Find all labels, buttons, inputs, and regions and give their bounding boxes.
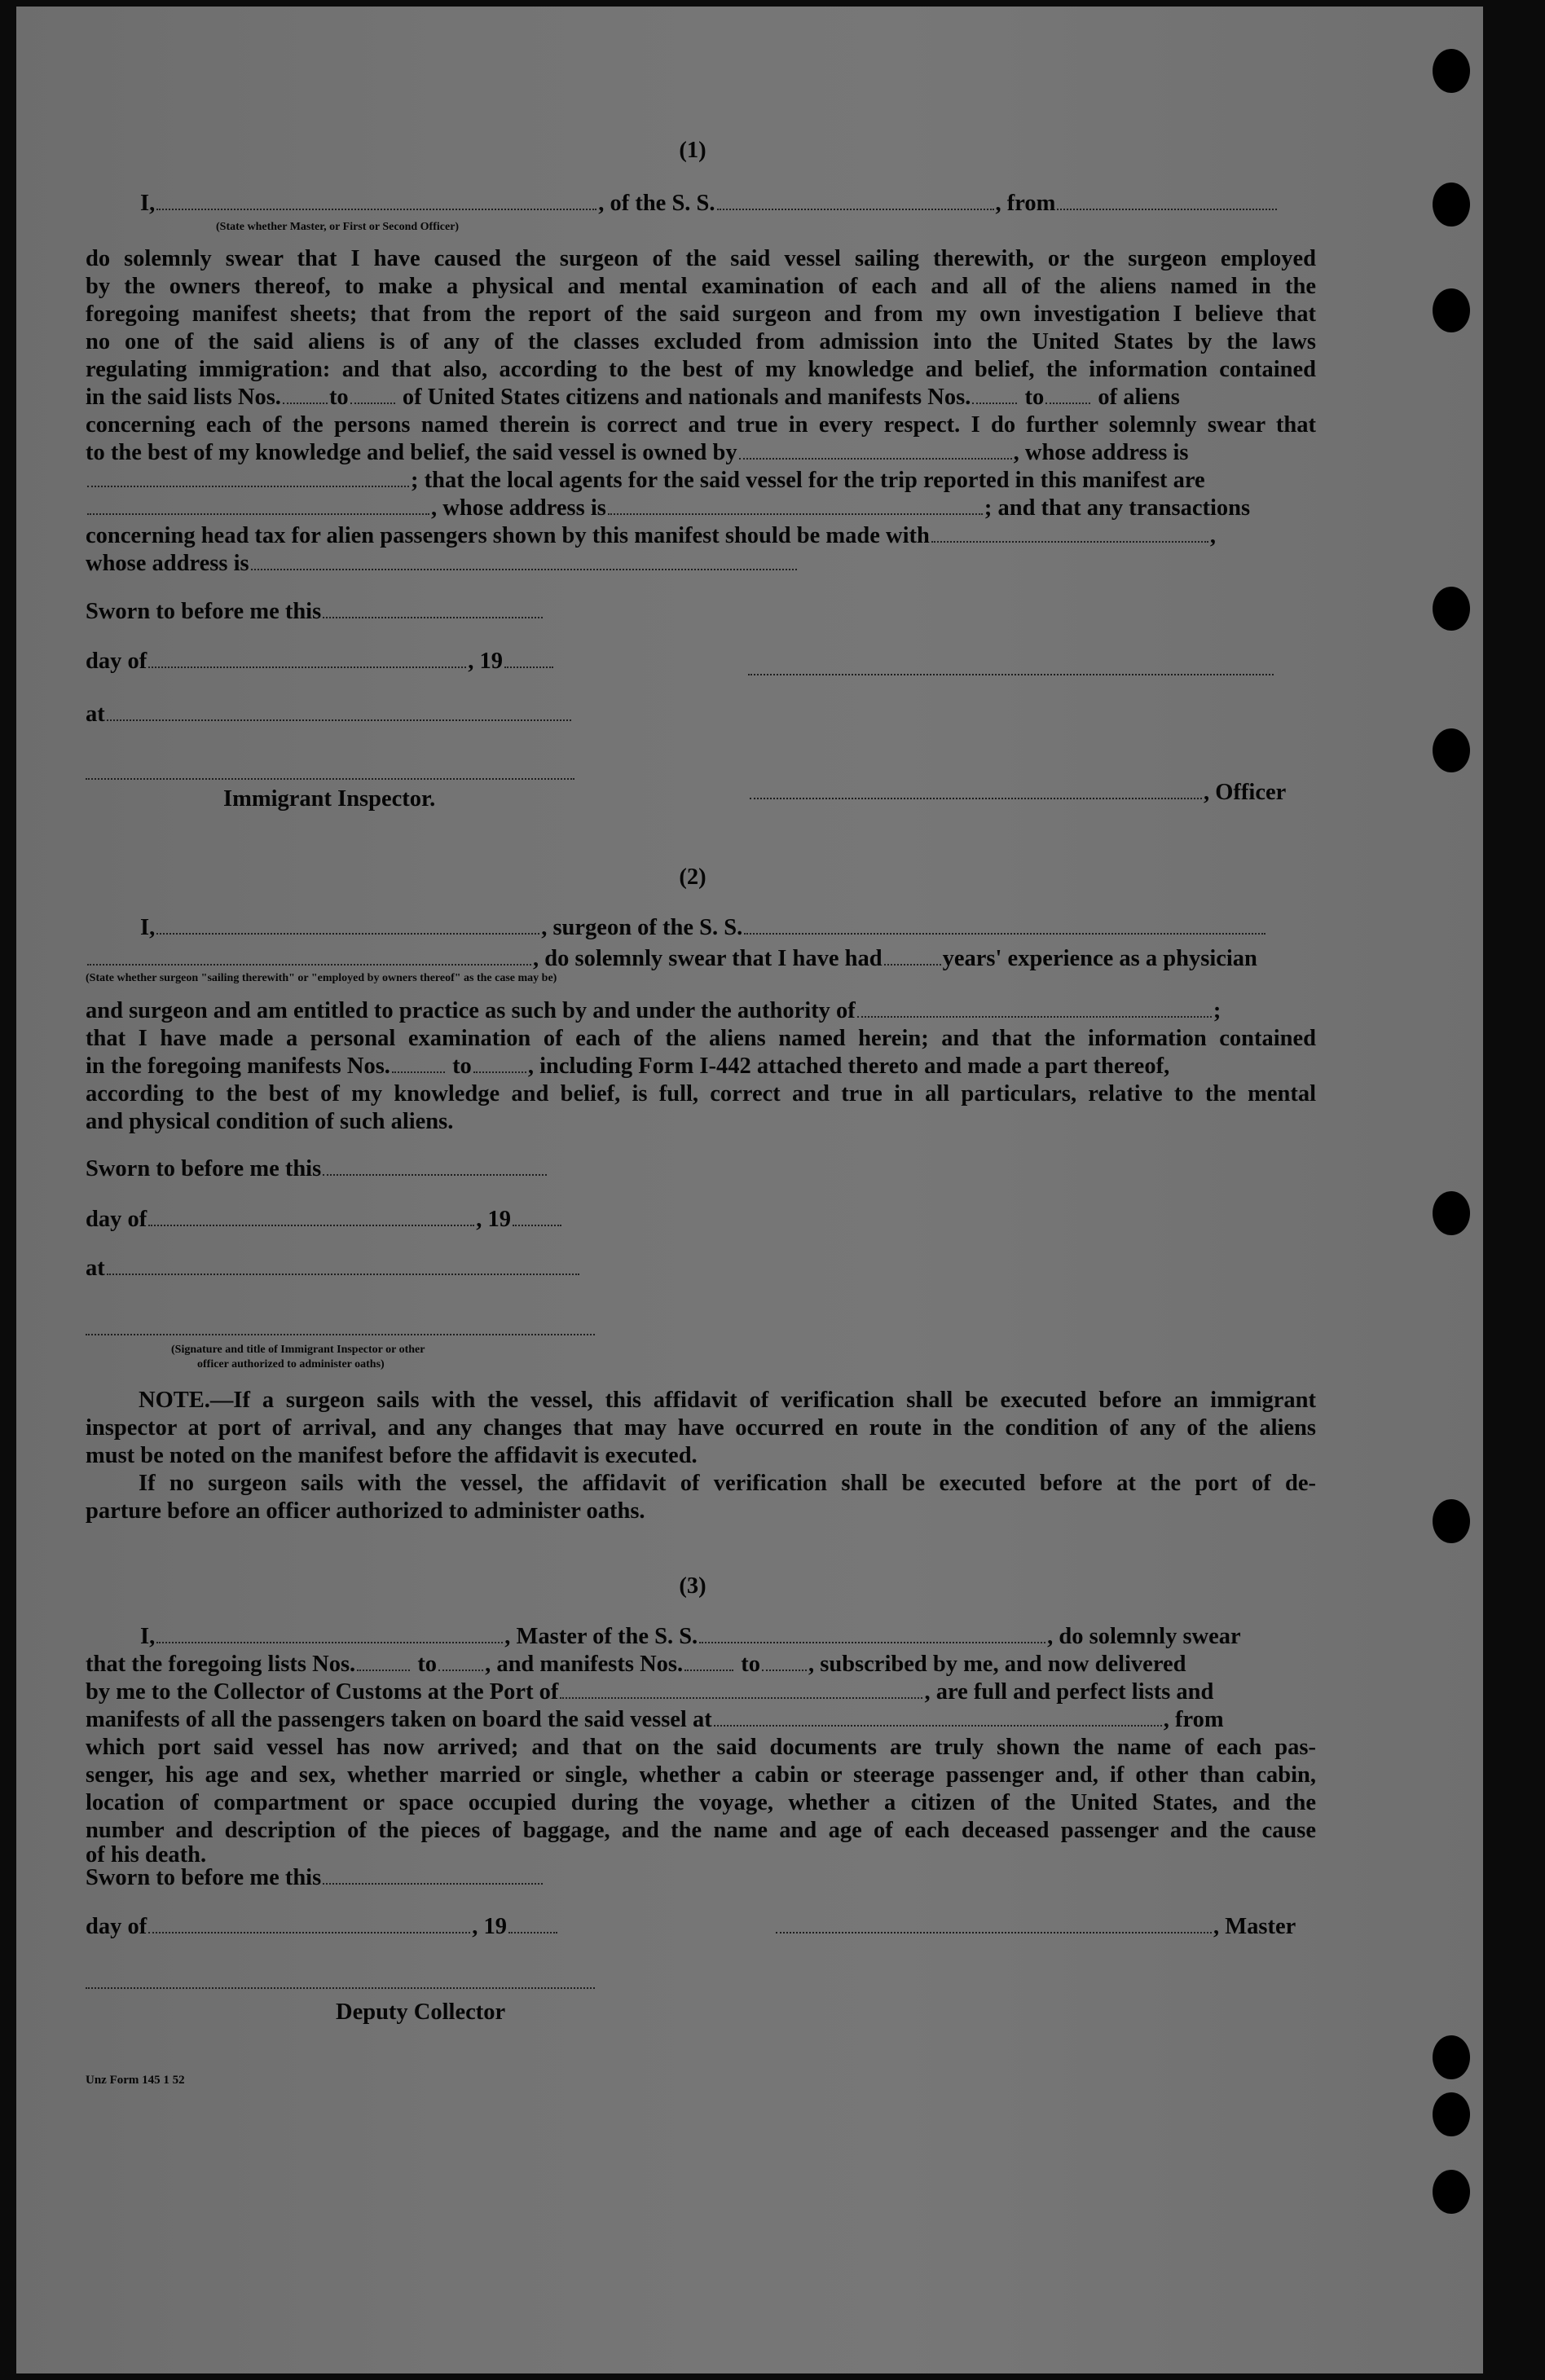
section-3-number: (3)	[679, 1573, 706, 1599]
lists-to-field[interactable]	[350, 402, 395, 404]
deputy-collector-signature-line[interactable]	[86, 1986, 595, 1989]
oath-line-5: regulating immigration: and that also, according to the best of my knowledge and belief, the information contained	[86, 357, 1316, 382]
month-field[interactable]	[148, 666, 466, 668]
day-of-line-3	[86, 1913, 559, 1941]
head-tax-address-field[interactable]	[251, 568, 797, 570]
sworn-day-field[interactable]	[323, 1173, 547, 1176]
section-3-line-7: location of compartment or space occupied during the voyage, whether a citizen of the United States, and the	[86, 1790, 1316, 1815]
aliens-label: of aliens	[1098, 385, 1180, 410]
day-of-label: day of	[86, 649, 147, 674]
section-3-line-3	[86, 1678, 1213, 1706]
oath-line-4: no one of the said aliens is of any of the classes excluded from admission into the United States by the laws	[86, 329, 1316, 354]
punch-hole	[1433, 183, 1470, 227]
section-3-line-5: which port said vessel has now arrived; and that on the said documents are truly shown the name of each pas-	[86, 1735, 1316, 1760]
lists-from-field[interactable]	[283, 402, 328, 404]
punch-hole	[1433, 49, 1470, 93]
day-of-label: day of	[86, 1914, 147, 1939]
oath-line-11	[86, 522, 1216, 550]
sworn-day-field[interactable]	[323, 616, 543, 618]
year-label: , 19	[476, 1207, 511, 1232]
section-3-line-8: number and description of the pieces of baggage, and the name and age of each deceased passenger and the cause	[86, 1818, 1316, 1843]
section-2-line-3	[86, 997, 1221, 1025]
master-signature-line	[774, 1913, 1296, 1941]
section-2-line-6: according to the best of my knowledge and belief, is full, correct and true in all particulars, relative to the mental	[86, 1081, 1316, 1106]
oath-line-12	[86, 550, 799, 578]
port-field[interactable]	[560, 1696, 922, 1699]
note-line-4: If no surgeon sails with the vessel, the affidavit of verification shall be executed before at the port of de-	[139, 1471, 1316, 1496]
oath-line-10	[86, 495, 1250, 522]
sworn-label: Sworn to before me this	[86, 1865, 322, 1890]
manifests-from-field[interactable]	[684, 1669, 733, 1671]
to-label: to	[741, 1652, 761, 1677]
manifests-nos-label: in the foregoing manifests Nos.	[86, 1054, 390, 1079]
sworn-line-2	[86, 1155, 548, 1183]
at-line-1	[86, 701, 573, 728]
owner-address-label: , whose address is	[1013, 440, 1189, 465]
at-line-2	[86, 1255, 581, 1282]
sworn-day-field[interactable]	[323, 1882, 543, 1885]
surgeon-of-label: , surgeon of the S. S.	[541, 915, 743, 940]
manifests-from-field[interactable]	[392, 1071, 445, 1073]
day-of-label: day of	[86, 1207, 147, 1232]
lists-from-field[interactable]	[357, 1669, 410, 1671]
section-2-opening-line	[140, 914, 1267, 942]
inspector-signature-line[interactable]	[86, 777, 574, 780]
at-label: at	[86, 702, 105, 727]
agents-address-label: , whose address is	[431, 495, 606, 521]
manifests-nos-label: , and manifests Nos.	[485, 1652, 684, 1677]
at-place-field[interactable]	[107, 719, 571, 721]
section-1-number: (1)	[679, 138, 706, 163]
year-field[interactable]	[504, 666, 553, 668]
agents-field[interactable]	[87, 513, 429, 515]
lists-nos-label: in the said lists Nos.	[86, 385, 281, 410]
note-line-1: NOTE.—If a surgeon sails with the vessel, this affidavit of verification shall be executed before an immigrant	[139, 1388, 1316, 1413]
punch-hole	[1433, 2035, 1470, 2079]
section-2-line-5	[86, 1053, 1169, 1080]
surgeon-status-field[interactable]	[87, 963, 531, 966]
master-of-label: , Master of the S. S.	[504, 1624, 698, 1649]
surgeon-vessel-field[interactable]	[744, 932, 1265, 935]
subscribed-label: , subscribed by me, and now delivered	[808, 1652, 1186, 1677]
inspector-label: Immigrant Inspector.	[223, 786, 436, 812]
oath-line-8	[86, 439, 1188, 467]
section-2-line-4: that I have made a personal examination of each of the aliens named herein; and that the information contained	[86, 1026, 1316, 1051]
lists-nos-label: that the foregoing lists Nos.	[86, 1652, 356, 1677]
physician-label: years' experience as a physician	[942, 946, 1257, 971]
form-page	[16, 7, 1483, 2373]
head-tax-party-field[interactable]	[931, 540, 1208, 543]
section-3-line-2	[86, 1651, 1186, 1678]
master-label: , Master	[1213, 1914, 1296, 1939]
to-label: to	[452, 1054, 472, 1079]
rank-caption: (State whether Master, or First or Second Officer)	[216, 221, 460, 233]
semicolon: ;	[1213, 998, 1221, 1023]
oath-line-1: do solemnly swear that I have caused the surgeon of the said vessel sailing therewith, or the surgeon employed	[86, 246, 1316, 271]
full-lists-label: , are full and perfect lists and	[924, 1679, 1214, 1705]
to-label: to	[1024, 385, 1045, 410]
inspector-signature-line[interactable]	[86, 1333, 595, 1335]
to-label: to	[417, 1652, 438, 1677]
officer-signature-line[interactable]	[748, 673, 1274, 675]
from-label: , from	[995, 191, 1056, 216]
from-port-field[interactable]	[1057, 208, 1277, 210]
agents-address-field[interactable]	[608, 513, 983, 515]
vessel-name-field[interactable]	[717, 208, 994, 210]
authority-label: and surgeon and am entitled to practice as such by and under the authority of	[86, 998, 856, 1023]
transactions-label: ; and that any transactions	[984, 495, 1251, 521]
at-label: at	[86, 1256, 105, 1281]
section-3-opening-line	[140, 1623, 1241, 1651]
oath-line-2: by the owners thereof, to make a physical and mental examination of each and all of the aliens named in the	[86, 274, 1316, 299]
sworn-line-1	[86, 598, 544, 626]
note-line-5: parture before an officer authorized to administer oaths.	[86, 1498, 645, 1524]
at-place-field[interactable]	[107, 1273, 579, 1275]
i-label: I,	[140, 1624, 156, 1649]
punch-hole	[1433, 288, 1470, 332]
surgeon-name-field[interactable]	[156, 932, 539, 935]
month-field[interactable]	[148, 1224, 474, 1226]
month-field[interactable]	[148, 1931, 470, 1933]
taken-on-board-label: manifests of all the passengers taken on board the said vessel at	[86, 1707, 712, 1732]
section-2-number: (2)	[679, 864, 706, 890]
swear-label: , do solemnly swear	[1047, 1624, 1241, 1649]
year-field[interactable]	[508, 1931, 557, 1933]
oath-line-3: foregoing manifest sheets; that from the report of the said surgeon and from my own investigation I believe that	[86, 301, 1316, 327]
punch-hole	[1433, 2092, 1470, 2136]
manifests-to-field[interactable]	[1045, 402, 1090, 404]
of-ss-label: , of the S. S.	[598, 191, 715, 216]
agents-label: ; that the local agents for the said vessel for the trip reported in this manifest are	[411, 468, 1205, 493]
year-label: , 19	[468, 649, 503, 674]
sworn-label: Sworn to before me this	[86, 599, 322, 624]
master-name-field[interactable]	[156, 1641, 503, 1643]
sworn-label: Sworn to before me this	[86, 1156, 322, 1181]
years-field[interactable]	[884, 963, 941, 966]
section-1-opening-line	[140, 190, 1279, 218]
section-2-line-7: and physical condition of such aliens.	[86, 1109, 454, 1134]
section-2-line-2	[86, 945, 1257, 973]
form-number: Unz Form 145 1 52	[86, 2074, 185, 2087]
port-label: by me to the Collector of Customs at the Port of	[86, 1679, 559, 1705]
punch-hole	[1433, 728, 1470, 772]
citizens-label: of United States citizens and nationals and manifests Nos.	[402, 385, 971, 410]
section-3-line-6: senger, his age and sex, whether married or single, whether a cabin or steerage passenger and, if other than cabin,	[86, 1762, 1316, 1788]
section-3-line-9: of his death.	[86, 1842, 207, 1867]
master-signature-field[interactable]	[776, 1931, 1212, 1933]
deputy-collector-label: Deputy Collector	[336, 1999, 506, 2025]
year-label: , 19	[472, 1914, 507, 1939]
day-of-line-2	[86, 1206, 563, 1234]
year-field[interactable]	[513, 1224, 561, 1226]
oath-line-7: concerning each of the persons named therein is correct and true in every respect. I do further solemnly swear that	[86, 412, 1316, 438]
oath-line-6	[86, 384, 1180, 411]
signature-caption-1: (Signature and title of Immigrant Inspector or other	[171, 1344, 425, 1356]
oath-line-9	[86, 467, 1205, 495]
punch-hole	[1433, 587, 1470, 631]
manifests-from-field[interactable]	[972, 402, 1017, 404]
comma: ,	[1209, 523, 1216, 548]
signature-caption-2: officer authorized to administer oaths)	[197, 1358, 385, 1370]
punch-hole	[1433, 1499, 1470, 1543]
authority-field[interactable]	[857, 1015, 1212, 1018]
section-3-line-4	[86, 1706, 1224, 1734]
from-label: , from	[1163, 1707, 1224, 1732]
manifests-to-field[interactable]	[762, 1669, 807, 1671]
day-of-line-1	[86, 648, 555, 675]
manifests-to-field[interactable]	[473, 1071, 526, 1073]
owner-field[interactable]	[739, 457, 1012, 460]
head-tax-label: concerning head tax for alien passengers shown by this manifest should be made with	[86, 523, 930, 548]
officer-field[interactable]	[750, 797, 1202, 799]
boarding-port-field[interactable]	[714, 1724, 1162, 1727]
punch-hole	[1433, 2170, 1470, 2214]
i-label: I,	[140, 191, 156, 216]
lists-to-field[interactable]	[438, 1669, 483, 1671]
sworn-line-3	[86, 1864, 544, 1892]
note-line-2: inspector at port of arrival, and any changes that may have occurred en route in the condition of any of the aliens	[86, 1415, 1316, 1441]
officer-line	[748, 779, 1286, 807]
whose-address-label: whose address is	[86, 551, 249, 576]
officer-label: , Officer	[1204, 780, 1287, 805]
owned-by-label: to the best of my knowledge and belief, the said vessel is owned by	[86, 440, 737, 465]
i-label: I,	[140, 915, 156, 940]
years-label: , do solemnly swear that I have had	[533, 946, 883, 971]
punch-hole	[1433, 1191, 1470, 1235]
to-label: to	[328, 385, 349, 410]
master-vessel-field[interactable]	[699, 1641, 1045, 1643]
form-i442-label: , including Form I-442 attached thereto and made a part thereof,	[527, 1054, 1170, 1079]
note-line-3: must be noted on the manifest before the affidavit is executed.	[86, 1443, 698, 1468]
rank-field[interactable]	[156, 208, 596, 210]
owner-address-field[interactable]	[87, 485, 409, 487]
surgeon-caption: (State whether surgeon "sailing therewith" or "employed by owners thereof" as the case may be)	[86, 972, 557, 984]
